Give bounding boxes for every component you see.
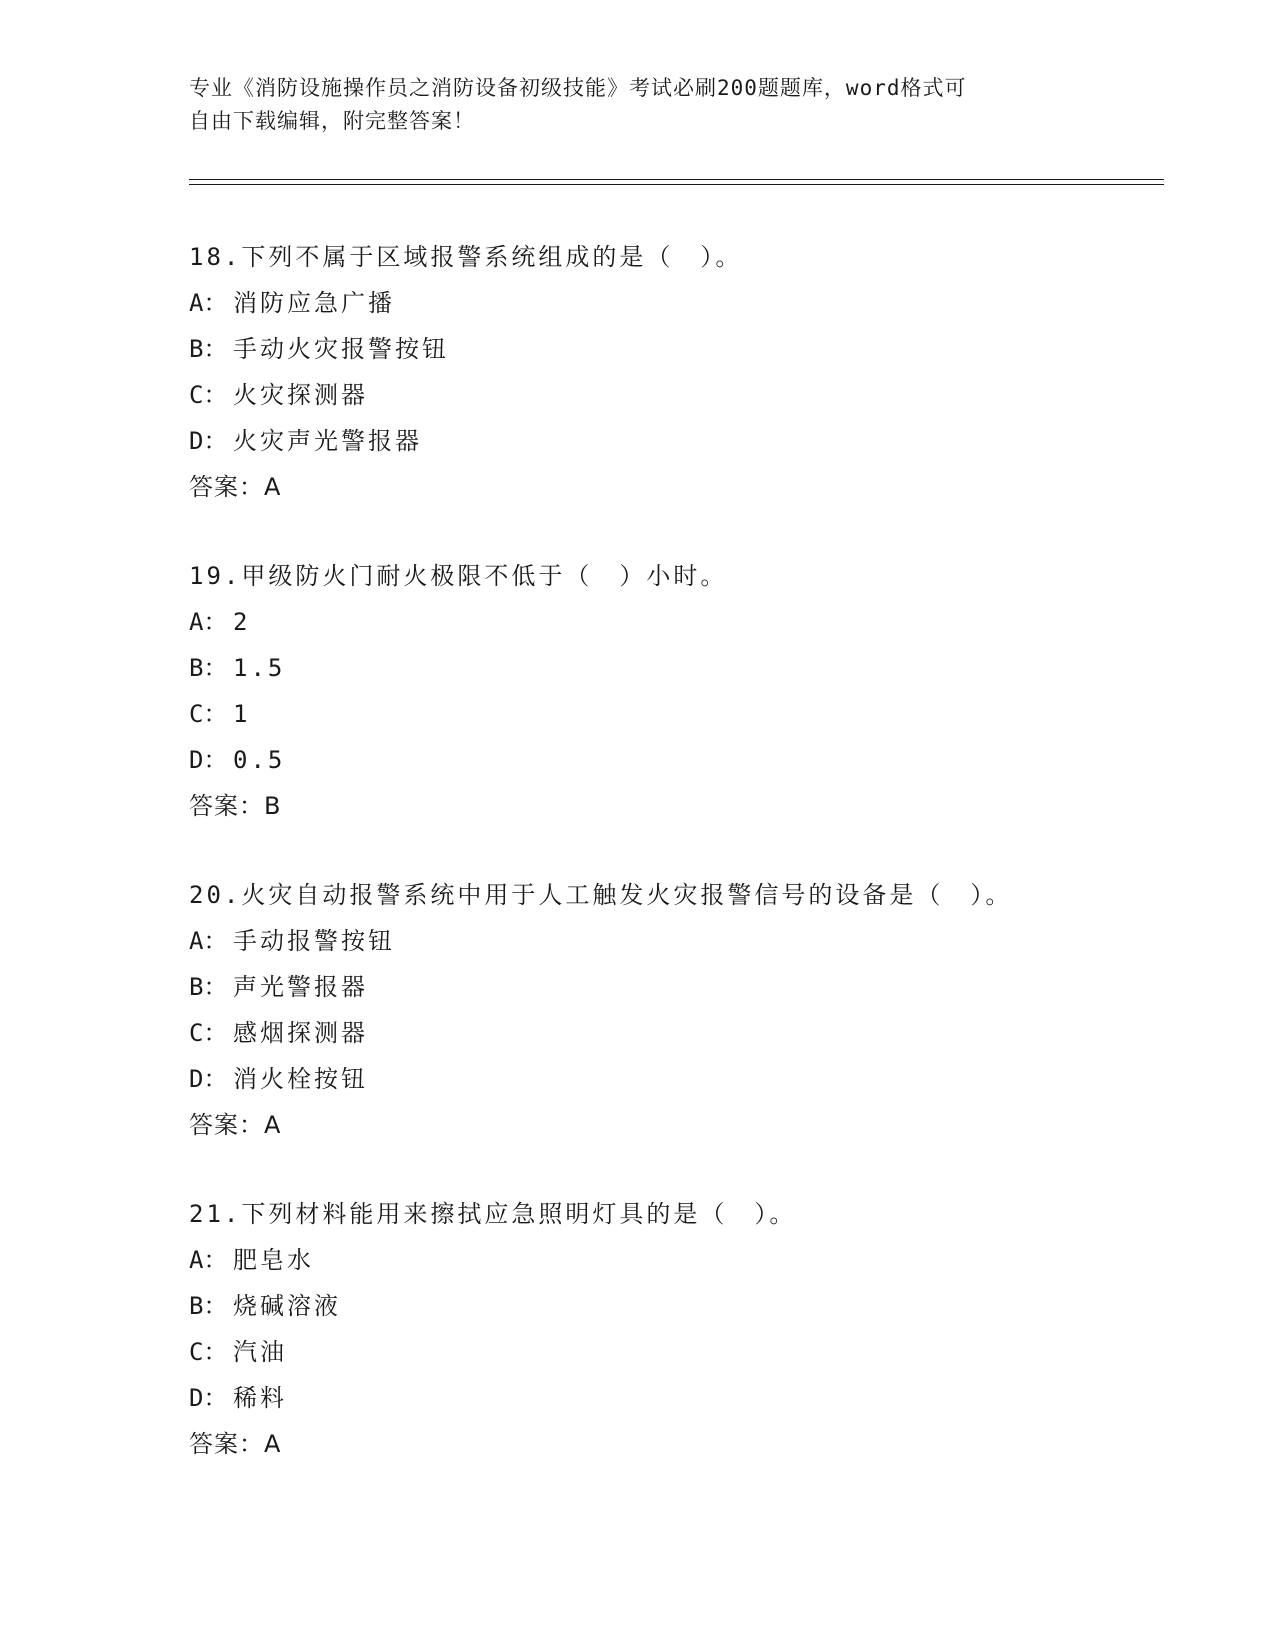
option-text: 2 (233, 608, 251, 636)
option-text: 肥皂水 (233, 1246, 314, 1274)
option-letter: C： (189, 1338, 228, 1366)
header-line-2: 自由下载编辑，附完整答案！ (189, 109, 475, 133)
option-letter: A： (189, 608, 228, 636)
document-header (189, 72, 1089, 138)
question-stem: 20.火灾自动报警系统中用于人工触发火灾报警信号的设备是（ ）。 (189, 881, 1013, 909)
option-d (189, 737, 1189, 783)
option-text: 火灾声光警报器 (233, 427, 422, 455)
option-b (189, 1283, 1189, 1329)
option-b (189, 326, 1189, 372)
option-d (189, 1056, 1189, 1102)
option-text: 声光警报器 (233, 973, 368, 1001)
option-b (189, 645, 1189, 691)
option-c (189, 372, 1189, 418)
answer-label: 答案：B (189, 792, 282, 820)
option-letter: B： (189, 335, 228, 363)
question-20 (189, 872, 1189, 1148)
answer-label: 答案：A (189, 473, 282, 501)
question-stem: 21.下列材料能用来擦拭应急照明灯具的是（ ）。 (189, 1200, 797, 1228)
option-text: 稀料 (233, 1384, 287, 1412)
option-text: 消防应急广播 (233, 289, 395, 317)
option-letter: D： (189, 427, 228, 455)
option-text: 0.5 (233, 746, 286, 774)
option-a (189, 280, 1189, 326)
header-line-1: 专业《消防设施操作员之消防设备初级技能》考试必刷200题题库，word格式可 (189, 76, 967, 100)
option-letter: B： (189, 654, 228, 682)
option-a (189, 1237, 1189, 1283)
option-letter: C： (189, 700, 228, 728)
option-text: 1 (233, 700, 251, 728)
header-divider-bottom (189, 184, 1164, 185)
option-letter: A： (189, 289, 228, 317)
option-c (189, 1010, 1189, 1056)
option-letter: D： (189, 1384, 228, 1412)
answer-label: 答案：A (189, 1111, 282, 1139)
question-stem: 19.甲级防火门耐火极限不低于（ ）小时。 (189, 562, 728, 590)
option-b (189, 964, 1189, 1010)
option-d (189, 418, 1189, 464)
option-letter: C： (189, 381, 228, 409)
option-text: 烧碱溶液 (233, 1292, 341, 1320)
option-letter: D： (189, 1065, 228, 1093)
option-text: 感烟探测器 (233, 1019, 368, 1047)
option-letter: B： (189, 973, 228, 1001)
question-18 (189, 234, 1189, 510)
option-letter: B： (189, 1292, 228, 1320)
option-a (189, 918, 1189, 964)
option-letter: A： (189, 927, 228, 955)
option-c (189, 1329, 1189, 1375)
header-divider-top (189, 179, 1164, 180)
option-text: 火灾探测器 (233, 381, 368, 409)
question-stem: 18.下列不属于区域报警系统组成的是（ ）。 (189, 243, 743, 271)
option-letter: A： (189, 1246, 228, 1274)
answer-label: 答案：A (189, 1430, 282, 1458)
option-a (189, 599, 1189, 645)
option-text: 汽油 (233, 1338, 287, 1366)
option-text: 1.5 (233, 654, 286, 682)
option-text: 手动报警按钮 (233, 927, 395, 955)
question-19 (189, 553, 1189, 829)
option-text: 手动火灾报警按钮 (233, 335, 449, 363)
option-c (189, 691, 1189, 737)
question-list (189, 234, 1189, 1467)
option-d (189, 1375, 1189, 1421)
option-text: 消火栓按钮 (233, 1065, 368, 1093)
option-letter: C： (189, 1019, 228, 1047)
option-letter: D： (189, 746, 228, 774)
question-21 (189, 1191, 1189, 1467)
